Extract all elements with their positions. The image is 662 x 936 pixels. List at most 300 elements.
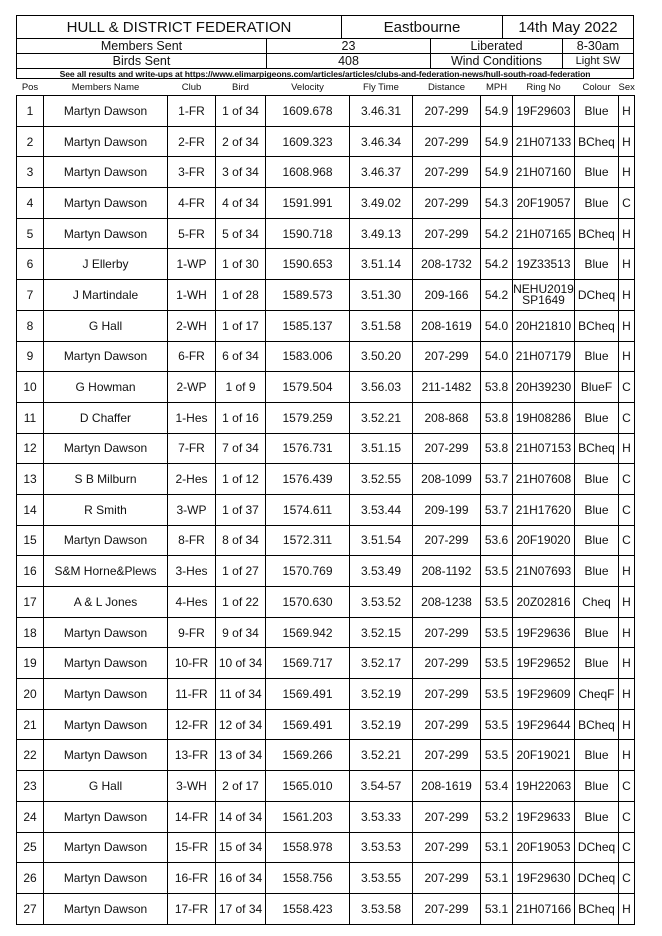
cell-member-name: R Smith [44,494,168,525]
cell-sex: H [619,126,635,157]
cell-velocity: 1570.769 [266,556,350,587]
cell-member-name: Martyn Dawson [44,218,168,249]
cell-distance: 207-299 [413,648,481,679]
cell-distance: 207-299 [413,679,481,710]
table-row [17,740,635,771]
cell-distance: 207-299 [413,218,481,249]
cell-distance: 207-299 [413,740,481,771]
cell-ring-no: 21H07166 [513,893,575,924]
cell-bird: 3 of 34 [216,157,266,188]
cell-velocity: 1558.423 [266,893,350,924]
federation-title: HULL & DISTRICT FEDERATION [66,18,292,36]
cell-member-name: Martyn Dawson [44,740,168,771]
cell-colour: Blue [575,801,619,832]
cell-mph: 53.5 [481,587,513,618]
cell-fly-time: 3.52.55 [350,464,413,495]
cell-sex: C [619,372,635,403]
cell-ring-no: 19Z33513 [513,249,575,280]
cell-mph: 54.9 [481,126,513,157]
cell-ring-no: 20F19021 [513,740,575,771]
cell-bird: 14 of 34 [216,801,266,832]
cell-pos: 8 [17,310,44,341]
cell-mph: 53.2 [481,801,513,832]
cell-fly-time: 3.49.13 [350,218,413,249]
table-row [17,402,635,433]
cell-mph: 54.2 [481,218,513,249]
cell-mph: 53.6 [481,525,513,556]
column-header-bird: Bird [232,81,249,93]
cell-mph: 54.2 [481,249,513,280]
cell-colour: Blue [575,494,619,525]
table-header-row [17,79,635,96]
cell-mph: 54.9 [481,96,513,127]
cell-ring-no: 21H17620 [513,494,575,525]
race-date: 14th May 2022 [518,18,618,36]
cell-mph: 53.8 [481,433,513,464]
cell-velocity: 1579.259 [266,402,350,433]
cell-sex: C [619,525,635,556]
cell-pos: 2 [17,126,44,157]
cell-velocity: 1569.491 [266,679,350,710]
cell-sex: C [619,494,635,525]
cell-club: 8-FR [168,525,216,556]
cell-sex: C [619,464,635,495]
cell-bird: 17 of 34 [216,893,266,924]
cell-fly-time: 3.53.52 [350,587,413,618]
cell-ring-no: 21H07165 [513,218,575,249]
cell-mph: 54.3 [481,188,513,219]
cell-club: 6-FR [168,341,216,372]
cell-club: 16-FR [168,863,216,894]
birds-sent-value: 408 [338,54,359,68]
table-row [17,617,635,648]
cell-sex: H [619,157,635,188]
cell-member-name: D Chaffer [44,402,168,433]
column-header-fly-time: Fly Time [363,81,399,93]
cell-mph: 53.7 [481,464,513,495]
cell-bird: 1 of 27 [216,556,266,587]
cell-pos: 20 [17,679,44,710]
cell-fly-time: 3.53.44 [350,494,413,525]
cell-velocity: 1585.137 [266,310,350,341]
cell-sex: H [619,218,635,249]
cell-bird: 16 of 34 [216,863,266,894]
cell-colour: Blue [575,525,619,556]
column-header-colour: Colour [582,81,611,93]
cell-mph: 53.7 [481,494,513,525]
cell-bird: 4 of 34 [216,188,266,219]
cell-club: 1-WP [168,249,216,280]
cell-distance: 207-299 [413,617,481,648]
cell-colour: BCheq [575,433,619,464]
cell-colour: Blue [575,188,619,219]
cell-club: 2-WH [168,310,216,341]
cell-bird: 1 of 22 [216,587,266,618]
cell-pos: 4 [17,188,44,219]
cell-distance: 207-299 [413,188,481,219]
cell-member-name: Martyn Dawson [44,188,168,219]
cell-bird: 13 of 34 [216,740,266,771]
cell-pos: 9 [17,341,44,372]
cell-sex: H [619,648,635,679]
cell-bird: 5 of 34 [216,218,266,249]
cell-bird: 2 of 34 [216,126,266,157]
cell-club: 3-WP [168,494,216,525]
cell-fly-time: 3.51.30 [350,280,413,311]
results-table [16,79,635,925]
cell-fly-time: 3.51.58 [350,310,413,341]
table-row [17,372,635,403]
cell-colour: Blue [575,617,619,648]
cell-fly-time: 3.46.34 [350,126,413,157]
results-sheet [16,15,634,925]
cell-bird: 1 of 30 [216,249,266,280]
cell-member-name: Martyn Dawson [44,679,168,710]
cell-velocity: 1558.978 [266,832,350,863]
cell-mph: 53.5 [481,648,513,679]
cell-colour: Blue [575,402,619,433]
cell-bird: 1 of 34 [216,96,266,127]
cell-pos: 10 [17,372,44,403]
cell-distance: 207-299 [413,525,481,556]
table-row [17,464,635,495]
cell-distance: 208-1619 [413,310,481,341]
cell-distance: 207-299 [413,157,481,188]
cell-club: 1-Hes [168,402,216,433]
cell-ring-no: 20H21810 [513,310,575,341]
cell-club: 5-FR [168,218,216,249]
cell-mph: 53.4 [481,771,513,802]
cell-bird: 1 of 28 [216,280,266,311]
cell-sex: H [619,280,635,311]
cell-bird: 7 of 34 [216,433,266,464]
cell-bird: 2 of 17 [216,771,266,802]
table-row [17,863,635,894]
table-row [17,218,635,249]
cell-mph: 54.0 [481,341,513,372]
cell-colour: Blue [575,341,619,372]
cell-colour: Cheq [575,587,619,618]
cell-ring-no: 21H07160 [513,157,575,188]
table-row [17,310,635,341]
cell-colour: DCheq [575,832,619,863]
cell-velocity: 1569.942 [266,617,350,648]
cell-fly-time: 3.53.33 [350,801,413,832]
cell-ring-no: 19F29652 [513,648,575,679]
cell-member-name: S&M Horne&Plews [44,556,168,587]
cell-club: 15-FR [168,832,216,863]
cell-member-name: Martyn Dawson [44,126,168,157]
table-row [17,341,635,372]
cell-club: 3-WH [168,771,216,802]
race-point: Eastbourne [383,18,461,36]
cell-bird: 1 of 9 [216,372,266,403]
cell-club: 10-FR [168,648,216,679]
cell-ring-no: 21H07133 [513,126,575,157]
cell-mph: 53.5 [481,679,513,710]
cell-pos: 1 [17,96,44,127]
cell-velocity: 1579.504 [266,372,350,403]
table-row [17,249,635,280]
cell-distance: 209-166 [413,280,481,311]
liberated-label: Liberated [470,39,523,53]
cell-ring-no: 20F19057 [513,188,575,219]
column-header-sex: Sex [618,81,635,93]
cell-velocity: 1609.323 [266,126,350,157]
cell-pos: 16 [17,556,44,587]
table-row [17,126,635,157]
cell-velocity: 1561.203 [266,801,350,832]
cell-pos: 11 [17,402,44,433]
cell-colour: BCheq [575,893,619,924]
cell-bird: 1 of 17 [216,310,266,341]
cell-velocity: 1583.006 [266,341,350,372]
cell-pos: 18 [17,617,44,648]
cell-mph: 54.0 [481,310,513,341]
cell-member-name: Martyn Dawson [44,709,168,740]
cell-distance: 207-299 [413,863,481,894]
birds-sent-label: Birds Sent [112,54,171,68]
cell-mph: 53.5 [481,556,513,587]
cell-fly-time: 3.52.19 [350,709,413,740]
cell-pos: 23 [17,771,44,802]
cell-sex: H [619,433,635,464]
cell-colour: Blue [575,771,619,802]
column-header-mph: MPH [485,81,508,93]
cell-member-name: G Hall [44,771,168,802]
cell-velocity: 1569.717 [266,648,350,679]
cell-pos: 17 [17,587,44,618]
cell-distance: 209-199 [413,494,481,525]
cell-pos: 7 [17,280,44,311]
column-header-distance: Distance [428,81,465,93]
cell-pos: 24 [17,801,44,832]
cell-fly-time: 3.52.17 [350,648,413,679]
cell-sex: C [619,801,635,832]
cell-distance: 211-1482 [413,372,481,403]
cell-member-name: J Martindale [44,280,168,311]
cell-distance: 207-299 [413,801,481,832]
cell-club: 2-Hes [168,464,216,495]
cell-club: 7-FR [168,433,216,464]
cell-pos: 3 [17,157,44,188]
cell-ring-no: NEHU2019 SP1649 [513,280,575,311]
cell-ring-no: 21N07693 [513,556,575,587]
cell-sex: C [619,771,635,802]
cell-bird: 1 of 16 [216,402,266,433]
column-header-velocity: Velocity [291,81,324,93]
table-row [17,832,635,863]
cell-colour: Blue [575,96,619,127]
cell-pos: 27 [17,893,44,924]
cell-pos: 15 [17,525,44,556]
cell-sex: H [619,96,635,127]
cell-ring-no: 19F29644 [513,709,575,740]
cell-ring-no: 21H07179 [513,341,575,372]
cell-fly-time: 3.53.55 [350,863,413,894]
cell-member-name: Martyn Dawson [44,96,168,127]
cell-bird: 9 of 34 [216,617,266,648]
table-row [17,433,635,464]
cell-member-name: Martyn Dawson [44,832,168,863]
cell-mph: 53.5 [481,709,513,740]
cell-bird: 8 of 34 [216,525,266,556]
cell-colour: BCheq [575,310,619,341]
cell-bird: 6 of 34 [216,341,266,372]
cell-mph: 53.5 [481,617,513,648]
cell-ring-no: 21H07608 [513,464,575,495]
cell-member-name: S B Milburn [44,464,168,495]
cell-member-name: J Ellerby [44,249,168,280]
cell-bird: 15 of 34 [216,832,266,863]
cell-sex: H [619,587,635,618]
cell-bird: 12 of 34 [216,709,266,740]
cell-sex: H [619,893,635,924]
cell-mph: 54.9 [481,157,513,188]
cell-distance: 207-299 [413,832,481,863]
cell-mph: 53.1 [481,832,513,863]
cell-velocity: 1569.491 [266,709,350,740]
cell-fly-time: 3.53.58 [350,893,413,924]
cell-sex: C [619,832,635,863]
cell-sex: H [619,341,635,372]
cell-bird: 1 of 12 [216,464,266,495]
cell-pos: 5 [17,218,44,249]
cell-sex: H [619,310,635,341]
cell-member-name: Martyn Dawson [44,341,168,372]
table-row [17,157,635,188]
cell-fly-time: 3.51.54 [350,525,413,556]
cell-member-name: G Howman [44,372,168,403]
cell-ring-no: 19H22063 [513,771,575,802]
cell-mph: 54.2 [481,280,513,311]
cell-member-name: Martyn Dawson [44,433,168,464]
table-row [17,96,635,127]
cell-pos: 13 [17,464,44,495]
cell-member-name: Martyn Dawson [44,157,168,188]
cell-member-name: Martyn Dawson [44,617,168,648]
table-row [17,771,635,802]
cell-ring-no: 20H39230 [513,372,575,403]
cell-club: 9-FR [168,617,216,648]
cell-velocity: 1576.439 [266,464,350,495]
cell-velocity: 1608.968 [266,157,350,188]
cell-distance: 208-1192 [413,556,481,587]
cell-fly-time: 3.50.20 [350,341,413,372]
cell-fly-time: 3.52.15 [350,617,413,648]
cell-colour: BCheq [575,126,619,157]
cell-ring-no: 19F29630 [513,863,575,894]
cell-sex: C [619,863,635,894]
cell-colour: Blue [575,740,619,771]
cell-club: 17-FR [168,893,216,924]
cell-pos: 26 [17,863,44,894]
cell-fly-time: 3.52.21 [350,402,413,433]
table-row [17,556,635,587]
cell-club: 4-Hes [168,587,216,618]
cell-fly-time: 3.54-57 [350,771,413,802]
cell-club: 1-WH [168,280,216,311]
cell-distance: 207-299 [413,893,481,924]
table-row [17,188,635,219]
cell-fly-time: 3.56.03 [350,372,413,403]
cell-member-name: G Hall [44,310,168,341]
cell-pos: 12 [17,433,44,464]
cell-distance: 207-299 [413,341,481,372]
cell-member-name: A & L Jones [44,587,168,618]
cell-velocity: 1565.010 [266,771,350,802]
cell-mph: 53.1 [481,893,513,924]
cell-velocity: 1572.311 [266,525,350,556]
cell-colour: Blue [575,249,619,280]
cell-distance: 207-299 [413,96,481,127]
cell-pos: 6 [17,249,44,280]
cell-pos: 19 [17,648,44,679]
table-row [17,525,635,556]
cell-ring-no: 19F29609 [513,679,575,710]
cell-velocity: 1590.718 [266,218,350,249]
cell-sex: H [619,679,635,710]
cell-member-name: Martyn Dawson [44,801,168,832]
cell-club: 3-Hes [168,556,216,587]
cell-ring-no: 19F29633 [513,801,575,832]
members-sent-label: Members Sent [100,39,183,53]
cell-colour: CheqF [575,679,619,710]
column-header-ring-no: Ring No [526,81,561,93]
cell-club: 1-FR [168,96,216,127]
cell-ring-no: 20Z02816 [513,587,575,618]
liberated-value: 8-30am [576,39,620,53]
cell-velocity: 1591.991 [266,188,350,219]
cell-colour: BCheq [575,709,619,740]
cell-distance: 207-299 [413,433,481,464]
results-link[interactable]: See all results and write-ups at https://www.elimarpigeons.com/articles/articles/clubs-and-federation-news/hull-south-road-federation [59,69,591,79]
cell-sex: H [619,249,635,280]
cell-distance: 207-299 [413,709,481,740]
cell-ring-no: 19H08286 [513,402,575,433]
cell-distance: 208-1099 [413,464,481,495]
cell-ring-no: 19F29603 [513,96,575,127]
cell-fly-time: 3.52.21 [350,740,413,771]
table-row [17,648,635,679]
cell-velocity: 1570.630 [266,587,350,618]
column-header-pos: Pos [21,81,39,93]
column-header-member-name: Members Name [71,81,140,93]
cell-pos: 22 [17,740,44,771]
cell-colour: DCheq [575,280,619,311]
table-row [17,494,635,525]
cell-fly-time: 3.53.49 [350,556,413,587]
cell-club: 12-FR [168,709,216,740]
table-row [17,801,635,832]
cell-colour: Blue [575,157,619,188]
cell-sex: H [619,617,635,648]
table-row [17,280,635,311]
cell-member-name: Martyn Dawson [44,863,168,894]
cell-mph: 53.5 [481,740,513,771]
cell-club: 11-FR [168,679,216,710]
cell-bird: 11 of 34 [216,679,266,710]
cell-mph: 53.8 [481,402,513,433]
race-header [16,15,634,79]
cell-velocity: 1609.678 [266,96,350,127]
table-row [17,679,635,710]
cell-distance: 208-1732 [413,249,481,280]
cell-member-name: Martyn Dawson [44,893,168,924]
cell-pos: 25 [17,832,44,863]
cell-velocity: 1590.653 [266,249,350,280]
column-header-club: Club [181,81,202,93]
